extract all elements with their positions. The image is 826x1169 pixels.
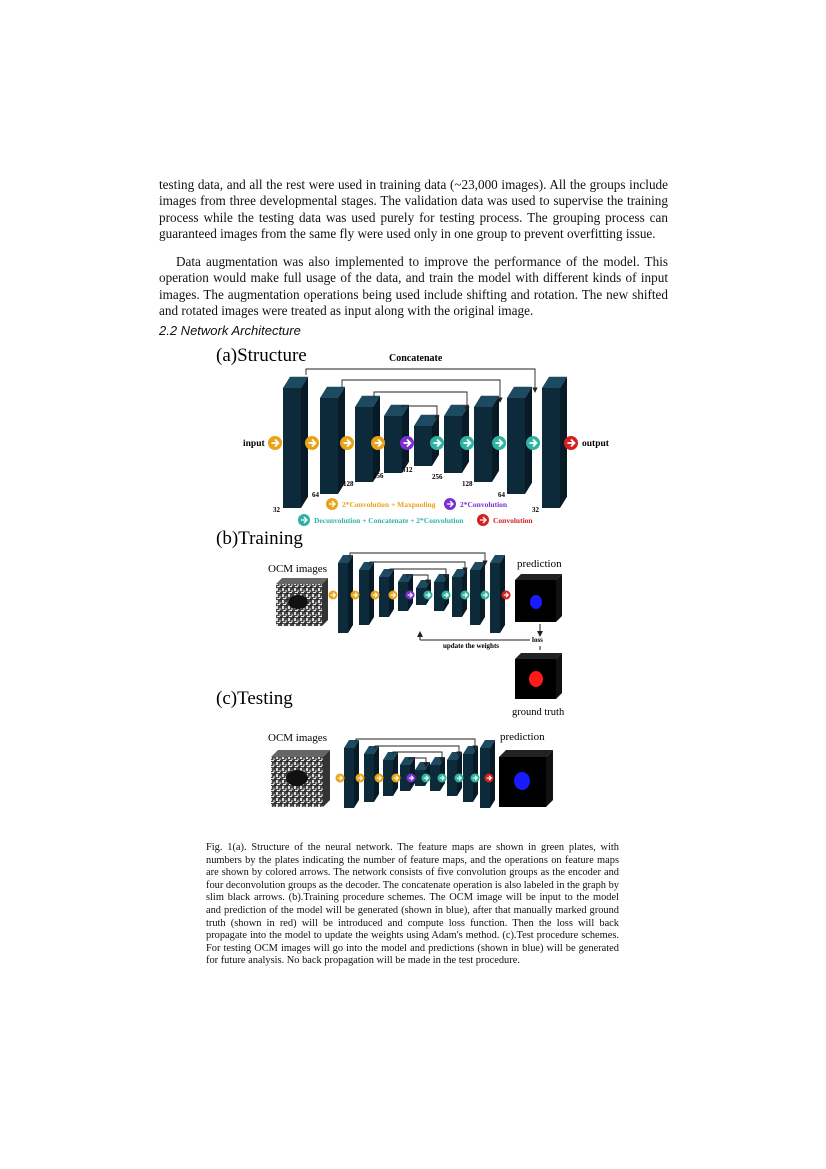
fm-label-4: 512 [402, 466, 413, 474]
c-plate-0 [344, 748, 354, 808]
fm-label-1: 64 [312, 491, 319, 499]
legend-conv-maxpool: 2*Convolution + Maxpooling [342, 500, 436, 509]
b-plate-2 [379, 577, 389, 617]
training-prediction-image [515, 574, 562, 622]
training-ocm-image [276, 578, 328, 626]
b-plate-7 [470, 570, 480, 625]
concatenate-label: Concatenate [389, 353, 443, 364]
ground-truth-image [515, 653, 562, 699]
training-title: (b)Training [216, 528, 303, 549]
input-label: input [243, 439, 265, 449]
output-label: output [582, 439, 609, 449]
a-plate-4 [414, 426, 432, 466]
fm-label-3: 256 [373, 472, 384, 480]
fm-label-8: 32 [532, 506, 539, 514]
testing-prediction-label: prediction [500, 731, 545, 743]
fm-label-7: 64 [498, 491, 505, 499]
a-plate-0 [283, 388, 301, 508]
training-plates [338, 555, 505, 633]
b-plate-6 [452, 577, 462, 617]
training-ocm-label: OCM images [268, 563, 327, 575]
a-plate-1 [320, 398, 338, 494]
structure-title: (a)Structure [216, 345, 307, 366]
body-paragraph-1: testing data, and all the rest were used in training data (~23,000 images). All the groups include images from three developmental stages. The validation data was used to supervise the training process while the testing data was used purely for testing process. The grouping process can guaranteed images from the same fly were used only in one group to prevent overfitting issue. [159, 177, 668, 241]
fm-label-5: 256 [432, 473, 443, 481]
section-heading: 2.2 Network Architecture [159, 323, 301, 338]
testing-ocm-label: OCM images [268, 732, 327, 744]
loss-label: loss [532, 636, 543, 644]
body-paragraph-2: Data augmentation was also implemented to improve the performance of the model. This operation would make full usage of the data, and train the model with different kinds of input images. The augmentation operations being used include shifting and rotation. The new shifted and rotated images were treated as input along with the original image. [159, 254, 668, 318]
a-plate-3 [384, 416, 402, 473]
legend-conv: 2*Convolution [460, 500, 508, 509]
b-plate-8 [490, 563, 500, 633]
legend-convolution: Convolution [493, 516, 533, 525]
b-plate-0 [338, 563, 348, 633]
figure-caption: Fig. 1(a). Structure of the neural network. The feature maps are shown in green plates, with numbers by the plates indicating the number of feature maps, and the operations on feature maps are shown by colored arrows. The network consists of five convolution groups as the encoder and four deconvolution groups as the decoder. The concatenate operation is also labeled in the graph by slim black arrows. (b).Training procedure schemes. The OCM image will be input to the model and prediction of the model will be generated (shown in blue), after that manually marked ground truth (shown in red) will be introduced and compute loss function. Then the loss will back propagate into the model to update the weights using Adam's method. (c).Test procedure schemes. For testing OCM images will go into the model and predictions (shown in blue) will be generated for future analysis. No back propagation will be made in the test procedure. [206, 842, 619, 967]
structure-plates [283, 377, 567, 508]
a-plate-8 [542, 388, 560, 508]
b-plate-1 [359, 570, 369, 625]
a-plate-5 [444, 416, 462, 473]
ground-truth-label: ground truth [512, 707, 565, 718]
a-plate-7 [507, 398, 525, 494]
a-plate-2 [355, 407, 373, 482]
fm-label-6: 128 [462, 480, 473, 488]
testing-plates [344, 740, 495, 808]
fm-label-2: 128 [343, 480, 354, 488]
c-plate-1 [364, 754, 374, 802]
testing-title: (c)Testing [216, 688, 293, 709]
testing-prediction-image [499, 750, 553, 807]
update-weights-label: update the weights [443, 642, 500, 650]
testing-ocm-image [271, 750, 330, 807]
training-prediction-label: prediction [517, 558, 562, 570]
legend [298, 498, 533, 526]
legend-deconv: Deconvolution + Concatenate + 2*Convolution [314, 516, 464, 525]
fm-label-0: 32 [273, 506, 280, 514]
a-plate-6 [474, 407, 492, 482]
